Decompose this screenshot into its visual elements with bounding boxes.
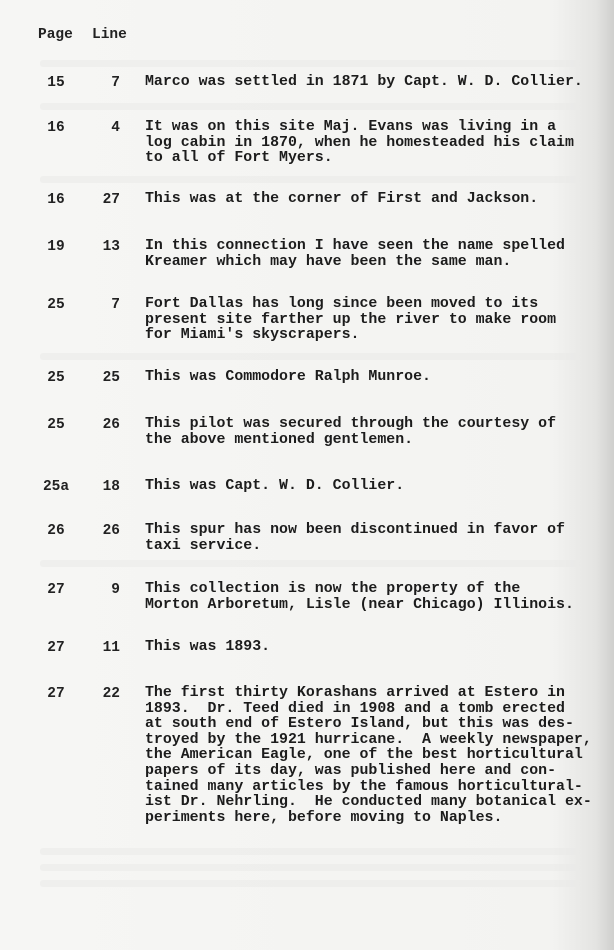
- bleed-through-mark: [40, 176, 580, 183]
- note-text-line: tained many articles by the famous horticultural-: [145, 778, 583, 795]
- note-text-line: Fort Dallas has long since been moved to its: [145, 296, 539, 312]
- note-text-line: log cabin in 1870, when he homesteaded his claim: [145, 134, 574, 151]
- note-line-number: 7: [111, 297, 120, 313]
- note-line-number: 18: [102, 479, 120, 495]
- note-page-number: 25: [47, 370, 65, 386]
- note-text-line: This was at the corner of First and Jackson.: [145, 191, 539, 207]
- column-header-line: Line: [92, 27, 127, 43]
- note-line-number: 25: [102, 370, 120, 386]
- note-text: [145, 75, 600, 91]
- bleed-through-mark: [40, 848, 580, 855]
- note-text-line: taxi service.: [145, 537, 262, 554]
- note-text-line: the American Eagle, one of the best horticultural: [145, 747, 583, 764]
- note-text-line: This was Commodore Ralph Munroe.: [145, 369, 431, 385]
- note-text: [145, 523, 600, 554]
- note-text: [145, 120, 600, 167]
- note-text-line: to all of Fort Myers.: [145, 150, 333, 167]
- column-header-page: Page: [38, 27, 73, 43]
- note-text-line: present site farther up the river to make room: [145, 311, 557, 328]
- note-text: [145, 479, 600, 495]
- note-text-line: Marco was settled in 1871 by Capt. W. D. Collier.: [145, 74, 583, 90]
- note-text-line: This was Capt. W. D. Collier.: [145, 478, 405, 494]
- note-text-line: In this connection I have seen the name spelled: [145, 238, 565, 254]
- note-text-line: 1893. Dr. Teed died in 1908 and a tomb erected: [145, 700, 565, 717]
- note-page-number: 25: [47, 297, 65, 313]
- note-line-number: 7: [111, 75, 120, 91]
- bleed-through-mark: [40, 560, 580, 567]
- note-text-line: at south end of Estero Island, but this was des-: [145, 716, 574, 733]
- note-page-number: 19: [47, 239, 65, 255]
- note-text-line: Kreamer which may have been the same man.: [145, 253, 512, 270]
- note-text-line: ist Dr. Nehrling. He conducted many botanical ex-: [145, 794, 592, 811]
- note-text-line: This was 1893.: [145, 639, 271, 655]
- note-text-line: Morton Arboretum, Lisle (near Chicago) Illinois.: [145, 596, 574, 613]
- note-text-line: papers of its day, was published here and con-: [145, 762, 557, 779]
- note-page-number: 26: [47, 523, 65, 539]
- note-line-number: 26: [102, 417, 120, 433]
- note-page-number: 25: [47, 417, 65, 433]
- note-text-line: This collection is now the property of the: [145, 581, 521, 597]
- note-text-line: This pilot was secured through the courtesy of: [145, 416, 557, 432]
- note-line-number: 22: [102, 686, 120, 702]
- note-text: [145, 640, 600, 656]
- note-text-line: This spur has now been discontinued in favor of: [145, 522, 565, 538]
- note-text-line: periments here, before moving to Naples.: [145, 809, 503, 826]
- note-text: [145, 192, 600, 208]
- note-text: [145, 582, 600, 613]
- note-text: [145, 370, 600, 386]
- note-page-number: 16: [47, 192, 65, 208]
- bleed-through-mark: [40, 353, 580, 360]
- bleed-through-mark: [40, 60, 580, 67]
- note-line-number: 27: [102, 192, 120, 208]
- note-line-number: 11: [102, 640, 120, 656]
- note-page-number: 25a: [42, 479, 70, 495]
- note-page-number: 27: [47, 686, 65, 702]
- note-text: [145, 417, 600, 448]
- note-text-line: troyed by the 1921 hurricane. A weekly newspaper,: [145, 731, 592, 748]
- note-page-number: 15: [47, 75, 65, 91]
- bleed-through-mark: [40, 864, 580, 871]
- note-line-number: 26: [102, 523, 120, 539]
- note-text-line: the above mentioned gentlemen.: [145, 431, 414, 448]
- bleed-through-mark: [40, 880, 580, 887]
- note-text: [145, 686, 600, 826]
- note-text-line: The first thirty Korashans arrived at Estero in: [145, 685, 565, 701]
- note-page-number: 27: [47, 582, 65, 598]
- note-text-line: for Miami's skyscrapers.: [145, 327, 360, 344]
- note-line-number: 4: [111, 120, 120, 136]
- note-text-line: It was on this site Maj. Evans was living in a: [145, 119, 557, 135]
- note-page-number: 27: [47, 640, 65, 656]
- note-line-number: 9: [111, 582, 120, 598]
- note-text: [145, 239, 600, 270]
- note-line-number: 13: [102, 239, 120, 255]
- note-page-number: 16: [47, 120, 65, 136]
- bleed-through-mark: [40, 103, 580, 110]
- note-text: [145, 297, 600, 344]
